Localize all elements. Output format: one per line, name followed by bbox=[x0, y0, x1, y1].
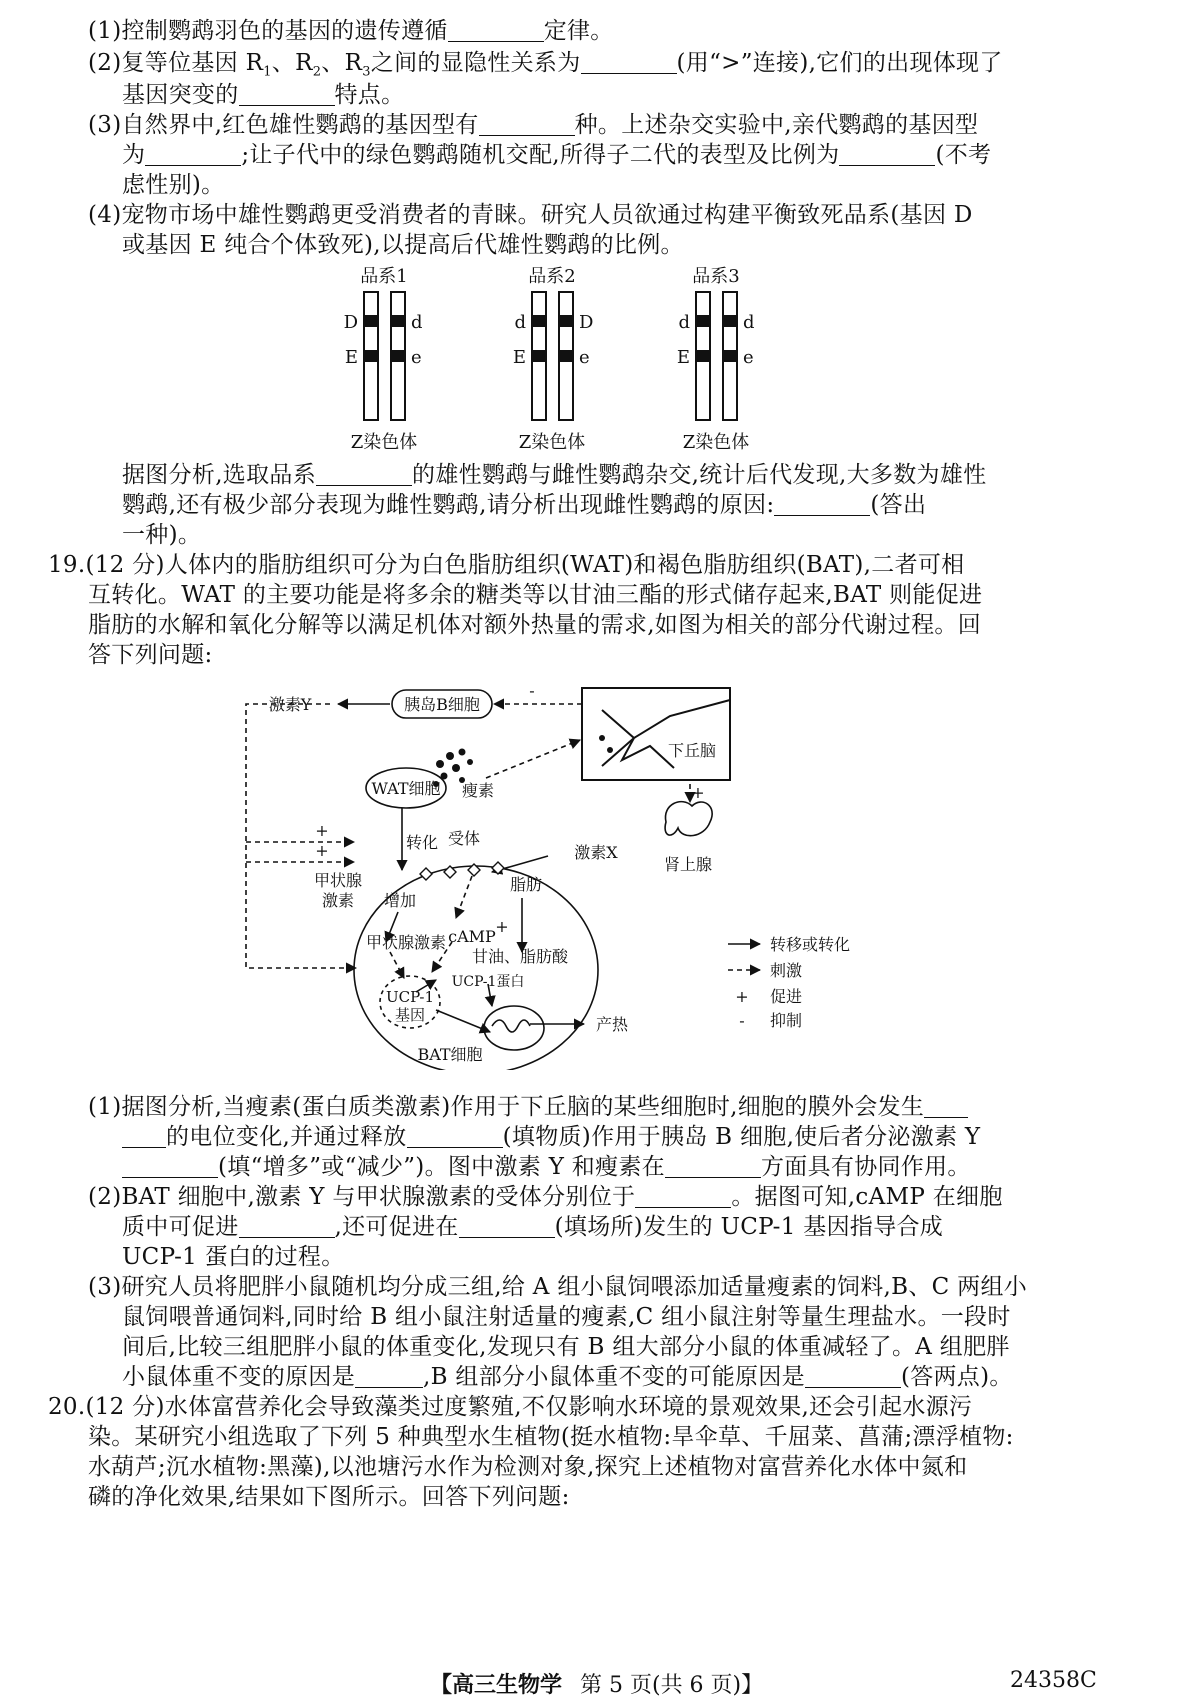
q19-stem-line4: 答下列问题: bbox=[88, 642, 213, 668]
gene-label: E bbox=[344, 347, 358, 368]
gene-band bbox=[723, 350, 737, 362]
increase-label: 增加 bbox=[383, 891, 417, 910]
hormone-x-label: 激素X bbox=[574, 843, 618, 862]
gene-band bbox=[559, 315, 573, 327]
gene-label: D bbox=[579, 312, 594, 333]
q18-analysis-end: 一种)。 bbox=[122, 522, 202, 548]
answer-blank[interactable] bbox=[122, 1155, 218, 1178]
heat-label: 产热 bbox=[595, 1015, 629, 1034]
receptor-label: 受体 bbox=[447, 829, 481, 848]
strain-2 bbox=[513, 266, 594, 453]
q18-part2: (2)复等位基因 $R_1$、$R_2$、$R_3$之间的显隐性关系为 (用“>”连接),它们的出现体现了 bbox=[88, 50, 1003, 80]
convert-label: 转化 bbox=[405, 833, 439, 852]
adrenal-label: 肾上腺 bbox=[663, 855, 713, 874]
strain-3 bbox=[677, 266, 755, 453]
ucp1-protein-label: UCP-1蛋白 bbox=[451, 974, 525, 990]
gene-label: D bbox=[343, 312, 358, 333]
answer-blank[interactable] bbox=[316, 463, 412, 486]
promote-sign: + bbox=[315, 821, 329, 840]
strain-title: 品系3 bbox=[692, 266, 740, 287]
gene-label: d bbox=[514, 312, 526, 333]
islet-b-cell-label: 胰岛B细胞 bbox=[404, 695, 480, 714]
answer-blank[interactable] bbox=[122, 1125, 166, 1148]
strain-1 bbox=[344, 266, 423, 453]
answer-blank[interactable] bbox=[448, 19, 544, 42]
bat-cell-label: BAT细胞 bbox=[417, 1045, 483, 1064]
chromosome-label: Z染色体 bbox=[682, 432, 750, 453]
answer-blank[interactable] bbox=[239, 1215, 335, 1238]
answer-blank[interactable] bbox=[355, 1365, 423, 1388]
legend-stimulate-label: 刺激 bbox=[770, 961, 803, 980]
q18-part4: (4)宠物市场中雄性鹦鹉更受消费者的青睐。研究人员欲通过构建平衡致死品系(基因 D bbox=[88, 202, 973, 228]
q18-part3: (3)自然界中,红色雄性鹦鹉的基因型有 种。上述杂交实验中,亲代鹦鹉的基因型 bbox=[88, 112, 979, 138]
q18-part4-cont: 或基因 E 纯合个体致死),以提高后代雄性鹦鹉的比例。 bbox=[122, 232, 684, 258]
chromosome-strains-figure bbox=[320, 262, 800, 458]
wat-cell-label: WAT细胞 bbox=[371, 779, 441, 798]
gene-band bbox=[391, 315, 405, 327]
answer-blank[interactable] bbox=[635, 1185, 731, 1208]
gene-label: e bbox=[579, 347, 590, 368]
answer-blank[interactable] bbox=[839, 143, 935, 166]
q18-analysis: 据图分析,选取品系 的雄性鹦鹉与雌性鹦鹉杂交,统计后代发现,大多数为雄性 bbox=[122, 462, 987, 488]
answer-blank[interactable] bbox=[774, 493, 870, 516]
legend-promote-label: 促进 bbox=[770, 987, 803, 1006]
answer-blank[interactable] bbox=[479, 113, 575, 136]
q19-sub3-line2: 鼠饲喂普通饲料,同时给 B 组小鼠注射适量的瘦素,C 组小鼠注射等量生理盐水。一段时 bbox=[122, 1304, 1011, 1330]
footer-code: 24358C bbox=[1010, 1668, 1097, 1693]
q19-stem-line1: 19.(12 分)人体内的脂肪组织可分为白色脂肪组织(WAT)和褐色脂肪组织(BAT),二者可相 bbox=[48, 552, 965, 578]
gene-label: e bbox=[743, 347, 754, 368]
q19-sub3-line4: 小鼠体重不变的原因是 ,B 组部分小鼠体重不变的可能原因是 (答两点)。 bbox=[122, 1364, 1013, 1390]
q20-stem-line1: 20.(12 分)水体富营养化会导致藻类过度繁殖,不仅影响水环境的景观效果,还会引起水源污 bbox=[48, 1394, 973, 1420]
q20-stem-line4: 磷的净化效果,结果如下图所示。回答下列问题: bbox=[88, 1484, 570, 1510]
q18-part3-cont: 为 ;让子代中的绿色鹦鹉随机交配,所得子二代的表型及比例为 (不考 bbox=[122, 142, 992, 168]
gene-label: E bbox=[676, 347, 690, 368]
q19-sub3: (3)研究人员将肥胖小鼠随机均分成三组,给 A 组小鼠饲喂添加适量瘦素的饲料,B、C 两组小 bbox=[88, 1274, 1028, 1300]
hormone-y-label: 激素Y bbox=[268, 695, 312, 714]
ucp1-gene-label-1: UCP-1 bbox=[385, 988, 435, 1006]
q18-part2-cont: 基因突变的 特点。 bbox=[122, 82, 405, 108]
thyroid-hormone-internal-label: 甲状腺激素 bbox=[365, 933, 447, 952]
q19-sub1-cont: 的电位变化,并通过释放 (填物质)作用于胰岛 B 细胞,使后者分泌激素 Y bbox=[122, 1122, 980, 1152]
gene-band bbox=[559, 350, 573, 362]
q19-sub2: (2)BAT 细胞中,激素 Y 与甲状腺激素的受体分别位于 。据图可知,cAMP 在细胞 bbox=[88, 1184, 1003, 1210]
legend-transfer-label: 转移或转化 bbox=[770, 935, 851, 954]
gene-label: d bbox=[743, 312, 755, 333]
gene-band bbox=[723, 315, 737, 327]
gene-label: E bbox=[512, 347, 526, 368]
q18-part1: (1)控制鹦鹉羽色的基因的遗传遵循 定律。 bbox=[88, 18, 614, 44]
strain-title: 品系1 bbox=[360, 266, 408, 287]
gene-band bbox=[532, 315, 546, 327]
answer-blank[interactable] bbox=[459, 1215, 555, 1238]
q19-stem-line3: 脂肪的水解和氧化分解等以满足机体对额外热量的需求,如图为相关的部分代谢过程。回 bbox=[88, 612, 982, 638]
hypothalamus-label: 下丘脑 bbox=[667, 741, 717, 760]
q19-sub1: (1)据图分析,当瘦素(蛋白质类激素)作用于下丘脑的某些细胞时,细胞的膜外会发生 bbox=[88, 1092, 968, 1122]
gene-band bbox=[391, 350, 405, 362]
gene-band bbox=[364, 350, 378, 362]
answer-blank[interactable] bbox=[805, 1365, 901, 1388]
gene-label: e bbox=[411, 347, 422, 368]
q19-stem-line2: 互转化。WAT 的主要功能是将多余的糖类等以甘油三酯的形式储存起来,BAT 则能促进 bbox=[88, 582, 983, 608]
fat-label: 脂肪 bbox=[509, 875, 543, 894]
q18-analysis-cont: 鹦鹉,还有极少部分表现为雌性鹦鹉,请分析出现雌性鹦鹉的原因: (答出 bbox=[122, 492, 927, 518]
gene-band bbox=[364, 315, 378, 327]
q19-sub1-end: (填“增多”或“减少”)。图中激素 Y 和瘦素在 方面具有协同作用。 bbox=[122, 1152, 971, 1182]
legend-promote-sign: + bbox=[735, 987, 749, 1006]
inhibit-sign: - bbox=[529, 681, 535, 700]
leptin-label: 瘦素 bbox=[461, 781, 495, 800]
gene-label: d bbox=[678, 312, 690, 333]
chromosome-label: Z染色体 bbox=[350, 432, 418, 453]
chromosome-label: Z染色体 bbox=[518, 432, 586, 453]
answer-blank[interactable] bbox=[581, 51, 677, 74]
legend-inhibit-sign: - bbox=[739, 1011, 745, 1030]
gene-band bbox=[696, 315, 710, 327]
answer-blank[interactable] bbox=[239, 83, 335, 106]
q19-sub2-end: UCP-1 蛋白的过程。 bbox=[122, 1244, 345, 1270]
ucp1-gene-label-2: 基因 bbox=[394, 1006, 426, 1024]
promote-sign: + bbox=[691, 783, 705, 802]
q20-stem-line3: 水葫芦;沉水植物:黑藻),以池塘污水作为检测对象,探究上述植物对富营养化水体中氮和 bbox=[88, 1454, 968, 1480]
answer-blank[interactable] bbox=[665, 1155, 761, 1178]
q18-part3-end: 虑性别)。 bbox=[122, 172, 225, 198]
q19-sub2-cont: 质中可促进 ,还可促进在 (填场所)发生的 UCP-1 基因指导合成 bbox=[122, 1214, 944, 1240]
camp-label: cAMP bbox=[448, 927, 496, 946]
thyroid-hormone-label-2: 激素 bbox=[321, 891, 355, 910]
gene-band bbox=[532, 350, 546, 362]
promote-sign: + bbox=[315, 841, 329, 860]
answer-blank[interactable] bbox=[924, 1095, 968, 1118]
answer-blank[interactable] bbox=[407, 1125, 503, 1148]
thyroid-hormone-label-1: 甲状腺 bbox=[313, 871, 363, 890]
gene-band bbox=[696, 350, 710, 362]
strain-title: 品系2 bbox=[528, 266, 576, 287]
footer-page: 第 5 页(共 6 页)】 bbox=[580, 1673, 764, 1698]
fat-metabolism-diagram bbox=[230, 680, 970, 1070]
gene-label: d bbox=[411, 312, 423, 333]
glycerol-fatty-acid-label: 甘油、脂肪酸 bbox=[471, 947, 569, 966]
q20-stem-line2: 染。某研究小组选取了下列 5 种典型水生植物(挺水植物:旱伞草、千屈菜、菖蒲;漂浮植物: bbox=[88, 1424, 1014, 1450]
answer-blank[interactable] bbox=[145, 143, 241, 166]
legend-inhibit-label: 抑制 bbox=[770, 1011, 803, 1030]
promote-sign: + bbox=[495, 917, 509, 936]
q19-sub3-line3: 间后,比较三组肥胖小鼠的体重变化,发现只有 B 组大部分小鼠的体重减轻了。A 组肥胖 bbox=[122, 1334, 1010, 1360]
footer-title: 【高三生物学 bbox=[430, 1672, 563, 1698]
